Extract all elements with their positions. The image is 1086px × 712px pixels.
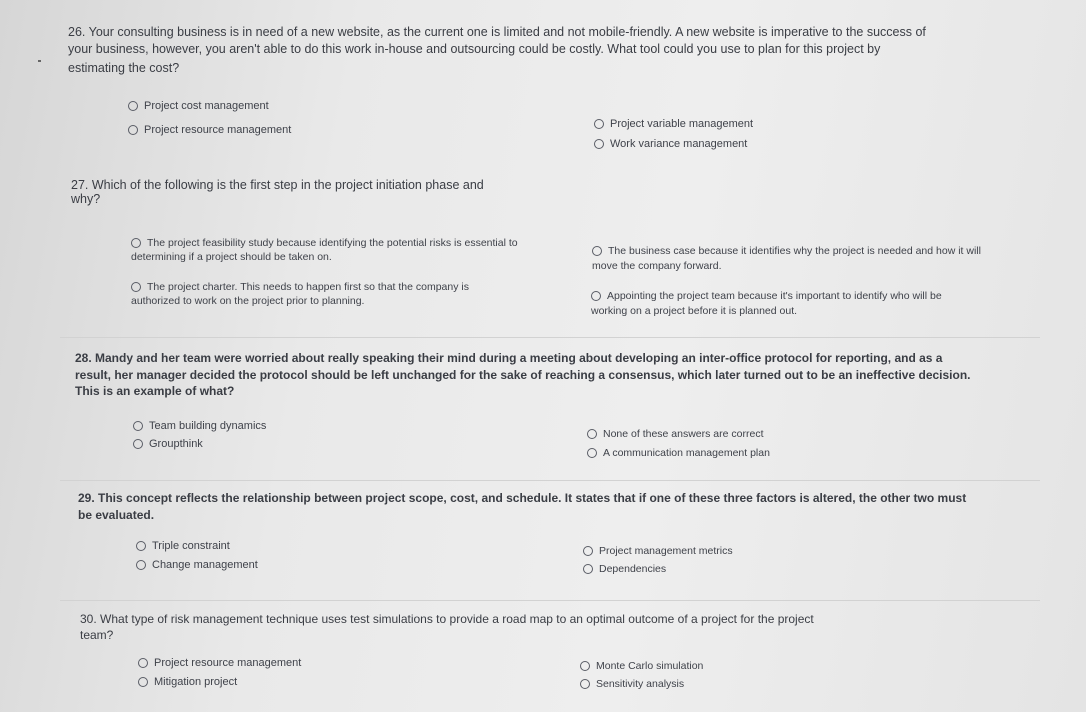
option-project-resource-management[interactable] xyxy=(128,123,291,137)
option-label: Sensitivity analysis xyxy=(596,678,685,690)
option-communication-management-plan[interactable] xyxy=(587,446,770,460)
stray-mark xyxy=(38,60,41,62)
radio-button[interactable] xyxy=(583,546,593,556)
radio-button[interactable] xyxy=(136,560,146,570)
option-work-variance-management[interactable] xyxy=(594,137,747,151)
option-project-cost-management[interactable] xyxy=(128,99,269,113)
radio-button[interactable] xyxy=(580,679,590,689)
radio-button[interactable] xyxy=(128,101,138,111)
option-label: Team building dynamics xyxy=(149,420,267,432)
question-text-line: your business, however, you aren't able to do this work in-house and outsourcing could be costly. What tool could you use to plan for this project by xyxy=(68,42,881,56)
option-label-line: determining if a project should be taken on. xyxy=(131,251,332,263)
radio-button[interactable] xyxy=(136,541,146,551)
radio-button[interactable] xyxy=(133,439,143,449)
option-label: A communication management plan xyxy=(603,447,770,459)
radio-button[interactable] xyxy=(583,564,593,574)
radio-button[interactable] xyxy=(587,448,597,458)
radio-button[interactable] xyxy=(128,125,138,135)
radio-button[interactable] xyxy=(133,421,143,431)
question-text-line: be evaluated. xyxy=(78,508,155,522)
radio-button[interactable] xyxy=(594,119,604,129)
radio-button[interactable] xyxy=(587,429,597,439)
option-label-line: The project charter. This needs to happen first so that the company is xyxy=(147,281,469,293)
option-project-charter[interactable] xyxy=(131,280,469,294)
option-sensitivity-analysis[interactable] xyxy=(580,677,684,691)
question-text-line: estimating the cost? xyxy=(68,61,180,75)
radio-button[interactable] xyxy=(138,658,148,668)
question-text-line: team? xyxy=(80,628,114,642)
option-label: Project cost management xyxy=(144,100,269,112)
option-label: Dependencies xyxy=(599,563,667,575)
option-mitigation-project[interactable] xyxy=(138,675,237,689)
option-project-management-metrics[interactable] xyxy=(583,544,733,558)
option-project-variable-management[interactable] xyxy=(594,117,753,131)
option-label-line: Appointing the project team because it's important to identify who will be xyxy=(607,290,942,302)
option-label: None of these answers are correct xyxy=(603,428,764,440)
option-dependencies[interactable] xyxy=(583,562,666,576)
option-label: Project variable management xyxy=(610,118,754,130)
option-label-line: working on a project before it is planned out. xyxy=(591,305,798,317)
option-none-correct[interactable] xyxy=(587,427,764,441)
option-label: Mitigation project xyxy=(154,676,238,688)
radio-button[interactable] xyxy=(131,282,141,292)
option-change-management[interactable] xyxy=(136,558,258,572)
option-label: Groupthink xyxy=(149,438,203,450)
option-label: Project resource management xyxy=(144,124,292,136)
radio-button[interactable] xyxy=(131,238,141,248)
option-label-line: authorized to work on the project prior to planning. xyxy=(131,295,365,307)
option-project-resource-management[interactable] xyxy=(138,656,301,670)
option-business-case[interactable] xyxy=(592,244,981,258)
divider xyxy=(60,480,1040,481)
option-label-line: move the company forward. xyxy=(592,260,722,272)
question-text-line: 26. Your consulting business is in need of a new website, as the current one is limited and not mobile-friendly. A new website is imperative to the success of xyxy=(68,25,926,39)
divider xyxy=(60,337,1040,338)
radio-button[interactable] xyxy=(592,246,602,256)
option-appointing-project-team[interactable] xyxy=(591,289,942,303)
radio-button[interactable] xyxy=(594,139,604,149)
divider xyxy=(60,600,1040,601)
option-team-building-dynamics[interactable] xyxy=(133,419,266,433)
question-text-line: 30. What type of risk management technique uses test simulations to provide a road map to an optimal outcome of a project for the project xyxy=(80,612,814,626)
option-triple-constraint[interactable] xyxy=(136,539,230,553)
radio-button[interactable] xyxy=(580,661,590,671)
option-label-line: The business case because it identifies why the project is needed and how it will xyxy=(608,245,981,257)
question-text-line: This is an example of what? xyxy=(75,384,235,398)
radio-button[interactable] xyxy=(138,677,148,687)
option-project-feasibility-study[interactable] xyxy=(131,236,518,250)
option-label-line: The project feasibility study because identifying the potential risks is essential to xyxy=(147,237,518,249)
option-groupthink[interactable] xyxy=(133,437,203,451)
option-label: Project management metrics xyxy=(599,545,733,557)
option-label: Monte Carlo simulation xyxy=(596,660,704,672)
option-label-block xyxy=(147,236,518,250)
question-text-line: 29. This concept reflects the relationship between project scope, cost, and schedule. It states that if one of these three factors is altered, the other two must xyxy=(78,491,967,505)
question-text-line: 28. Mandy and her team were worried about really speaking their mind during a meeting about developing an inter-office protocol for reporting, and as a xyxy=(75,351,943,365)
option-label: Project resource management xyxy=(154,657,302,669)
option-monte-carlo-simulation[interactable] xyxy=(580,659,703,673)
question-text-line: result, her manager decided the protocol should be left unchanged for the sake of reaching a consensus, which later turned out to be an ineffective decision. xyxy=(75,368,971,382)
question-text-line: 27. Which of the following is the first step in the project initiation phase and xyxy=(71,178,484,192)
question-text-line: why? xyxy=(71,192,101,206)
option-label: Triple constraint xyxy=(152,540,230,552)
radio-button[interactable] xyxy=(591,291,601,301)
option-label: Change management xyxy=(152,559,258,571)
option-label: Work variance management xyxy=(610,138,748,150)
